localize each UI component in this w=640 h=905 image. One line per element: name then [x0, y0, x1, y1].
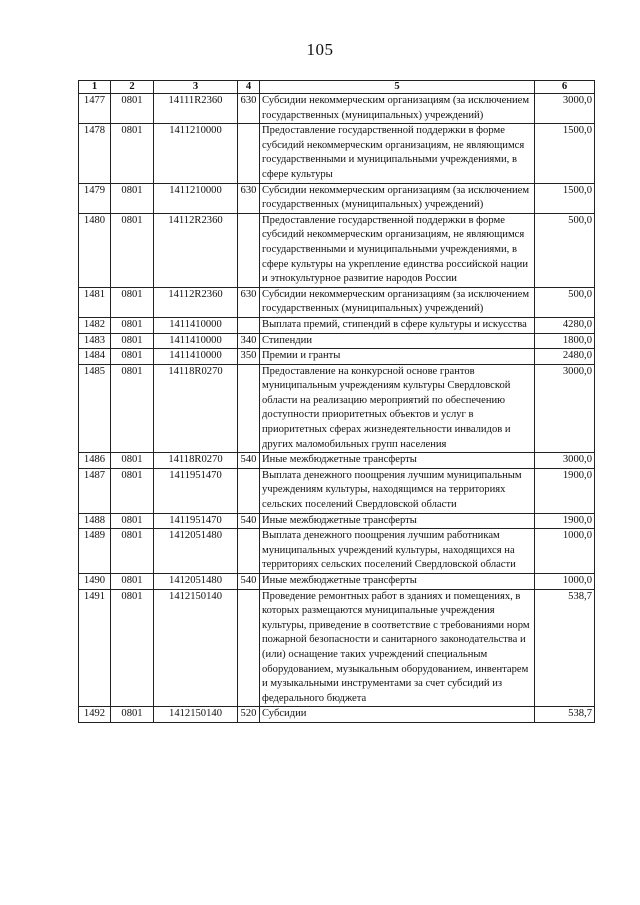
table-row	[79, 333, 595, 349]
item-name: Предоставление государственной поддержки в форме субсидий некоммерческим организациям, не являющимся государственными и муниципальными учреждениями, в сфере культуры на укрепление единства российской нации и этнокультурное развитие народов России	[260, 213, 535, 287]
header-cell: 6	[535, 81, 595, 94]
item-name: Проведение ремонтных работ в зданиях и помещениях, в которых размещаются муниципальные учреждения культуры, приведение в соответствие с требованиями норм пожарной безопасности и санитарного законодательства и (или) оснащение таких учреждений специальным оборудованием, музыкальным оборудованием, инвентарем и музыкальными инструментами за счет субсидий из федерального бюджета	[260, 589, 535, 707]
table-row	[79, 529, 595, 574]
table-row	[79, 287, 595, 317]
amount: 538,7	[535, 589, 595, 707]
expense-type-code: 520	[238, 707, 260, 723]
row-number: 1479	[79, 183, 111, 213]
item-name: Субсидии	[260, 707, 535, 723]
table-row	[79, 213, 595, 287]
amount: 500,0	[535, 213, 595, 287]
section-code: 0801	[111, 453, 154, 469]
item-name: Субсидии некоммерческим организациям (за исключением государственных (муниципальных) учреждений)	[260, 287, 535, 317]
table-row	[79, 453, 595, 469]
page-number: 105	[306, 40, 334, 59]
row-number: 1481	[79, 287, 111, 317]
amount: 1000,0	[535, 529, 595, 574]
expense-type-code	[238, 317, 260, 333]
table-row	[79, 124, 595, 183]
amount: 1900,0	[535, 513, 595, 529]
expense-type-code: 630	[238, 287, 260, 317]
target-article-code: 1412051480	[154, 574, 238, 590]
header-cell: 5	[260, 81, 535, 94]
amount: 3000,0	[535, 364, 595, 453]
section-code: 0801	[111, 349, 154, 365]
amount: 3000,0	[535, 453, 595, 469]
expense-type-code	[238, 468, 260, 513]
amount: 500,0	[535, 287, 595, 317]
item-name: Иные межбюджетные трансферты	[260, 453, 535, 469]
section-code: 0801	[111, 529, 154, 574]
target-article-code: 1411951470	[154, 513, 238, 529]
row-number: 1483	[79, 333, 111, 349]
table-row	[79, 589, 595, 707]
expense-type-code	[238, 213, 260, 287]
amount: 2480,0	[535, 349, 595, 365]
expense-type-code: 630	[238, 94, 260, 124]
table-row	[79, 94, 595, 124]
row-number: 1492	[79, 707, 111, 723]
row-number: 1488	[79, 513, 111, 529]
amount: 538,7	[535, 707, 595, 723]
section-code: 0801	[111, 94, 154, 124]
row-number: 1480	[79, 213, 111, 287]
expense-type-code: 350	[238, 349, 260, 365]
target-article-code: 1411410000	[154, 349, 238, 365]
expense-type-code: 540	[238, 513, 260, 529]
section-code: 0801	[111, 574, 154, 590]
item-name: Выплата денежного поощрения лучшим муниципальным учреждениям культуры, находящимся на территориях сельских поселений Свердловской области	[260, 468, 535, 513]
amount: 1900,0	[535, 468, 595, 513]
table-row	[79, 349, 595, 365]
item-name: Предоставление на конкурсной основе грантов муниципальным учреждениям культуры Свердловской области на реализацию мероприятий по обеспечению доступности приоритетных объектов и услуг в приоритетных сферах жизнедеятельности инвалидов и других маломобильных групп населения	[260, 364, 535, 453]
row-number: 1482	[79, 317, 111, 333]
row-number: 1490	[79, 574, 111, 590]
item-name: Выплата премий, стипендий в сфере культуры и искусства	[260, 317, 535, 333]
row-number: 1485	[79, 364, 111, 453]
table-row	[79, 317, 595, 333]
expense-type-code: 630	[238, 183, 260, 213]
target-article-code: 1411951470	[154, 468, 238, 513]
item-name: Иные межбюджетные трансферты	[260, 574, 535, 590]
table-row	[79, 364, 595, 453]
section-code: 0801	[111, 364, 154, 453]
section-code: 0801	[111, 213, 154, 287]
table-row	[79, 707, 595, 723]
expense-type-code	[238, 364, 260, 453]
amount: 3000,0	[535, 94, 595, 124]
section-code: 0801	[111, 317, 154, 333]
table-row	[79, 574, 595, 590]
table-row	[79, 513, 595, 529]
target-article-code: 14118R0270	[154, 364, 238, 453]
item-name: Стипендии	[260, 333, 535, 349]
expense-type-code	[238, 589, 260, 707]
target-article-code: 14118R0270	[154, 453, 238, 469]
expense-type-code	[238, 529, 260, 574]
section-code: 0801	[111, 287, 154, 317]
item-name: Премии и гранты	[260, 349, 535, 365]
target-article-code: 14112R2360	[154, 213, 238, 287]
header-cell: 2	[111, 81, 154, 94]
amount: 1500,0	[535, 124, 595, 183]
target-article-code: 14112R2360	[154, 287, 238, 317]
section-code: 0801	[111, 589, 154, 707]
amount: 1500,0	[535, 183, 595, 213]
amount: 1000,0	[535, 574, 595, 590]
row-number: 1487	[79, 468, 111, 513]
amount: 1800,0	[535, 333, 595, 349]
item-name: Предоставление государственной поддержки в форме субсидий некоммерческим организациям, не являющимся государственными и муниципальными учреждениями, в сфере культуры	[260, 124, 535, 183]
target-article-code: 1411210000	[154, 124, 238, 183]
row-number: 1477	[79, 94, 111, 124]
header-cell: 3	[154, 81, 238, 94]
amount: 4280,0	[535, 317, 595, 333]
expense-type-code	[238, 124, 260, 183]
item-name: Субсидии некоммерческим организациям (за исключением государственных (муниципальных) учреждений)	[260, 94, 535, 124]
header-cell: 4	[238, 81, 260, 94]
table-row	[79, 183, 595, 213]
expense-type-code: 540	[238, 453, 260, 469]
section-code: 0801	[111, 513, 154, 529]
item-name: Выплата денежного поощрения лучшим работникам муниципальных учреждений культуры, находящихся на территориях сельских поселений Свердловской области	[260, 529, 535, 574]
expense-type-code: 340	[238, 333, 260, 349]
target-article-code: 1411210000	[154, 183, 238, 213]
section-code: 0801	[111, 124, 154, 183]
item-name: Субсидии некоммерческим организациям (за исключением государственных (муниципальных) учреждений)	[260, 183, 535, 213]
section-code: 0801	[111, 183, 154, 213]
row-number: 1491	[79, 589, 111, 707]
expense-type-code: 540	[238, 574, 260, 590]
row-number: 1486	[79, 453, 111, 469]
target-article-code: 1412051480	[154, 529, 238, 574]
budget-table	[78, 80, 595, 723]
section-code: 0801	[111, 707, 154, 723]
target-article-code: 1411410000	[154, 317, 238, 333]
target-article-code: 1412150140	[154, 589, 238, 707]
target-article-code: 1412150140	[154, 707, 238, 723]
target-article-code: 1411410000	[154, 333, 238, 349]
header-row	[79, 81, 595, 94]
target-article-code: 14111R2360	[154, 94, 238, 124]
row-number: 1489	[79, 529, 111, 574]
table-row	[79, 468, 595, 513]
row-number: 1484	[79, 349, 111, 365]
header-cell: 1	[79, 81, 111, 94]
row-number: 1478	[79, 124, 111, 183]
item-name: Иные межбюджетные трансферты	[260, 513, 535, 529]
section-code: 0801	[111, 333, 154, 349]
section-code: 0801	[111, 468, 154, 513]
